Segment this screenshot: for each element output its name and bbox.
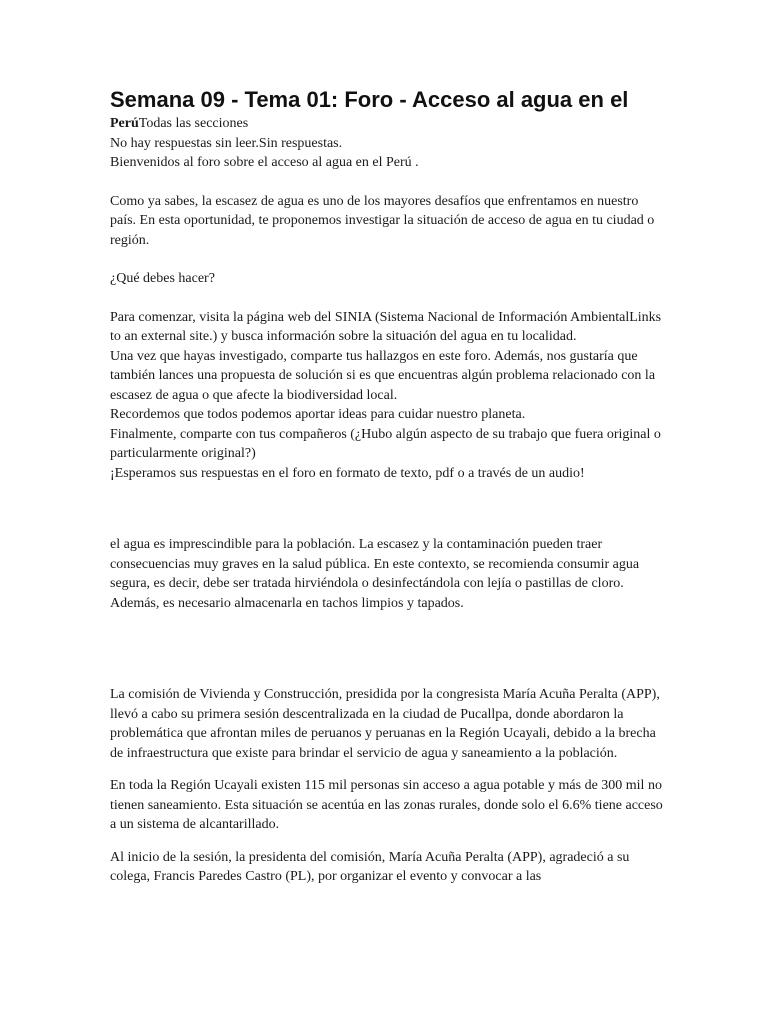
paragraph-sinia: Para comenzar, visita la página web del SINIA (Sistema Nacional de Información AmbientalLinks to an external site.) y busca información sobre la situación del agua en tu localidad. xyxy=(110,309,662,344)
paragraph-commission: La comisión de Vivienda y Construcción, presidida por la congresista María Acuña Peralta (APP), llevó a cabo su primera sesión descentralizada en la ciudad de Pucallpa, donde abordaron la problemática que afrontan miles de peruanos y peruanas en la Región Ucayali, debido a la brecha de infraestructura que existe para brindar el servicio de agua y saneamiento a la población. xyxy=(110,687,660,761)
paragraph-intro: Como ya sabes, la escasez de agua es uno de los mayores desafíos que enfrentamos en nuestro país. En esta oportunidad, te proponemos investigar la situación de acceso de agua en tu ciudad o región. xyxy=(110,193,655,248)
paragraph-share: Finalmente, comparte con tus compañeros (¿Hubo algún aspecto de su trabajo que fuera original o particularmente original?) xyxy=(110,426,661,461)
paragraph-water-essential: el agua es imprescindible para la población. La escasez y la contaminación pueden traer consecuencias muy graves en la salud pública. En este contexto, se recomienda consumir agua segura, es decir, debe ser tratada hirviéndola o desinfectándola con lejía o pastillas de cloro. Además, es necesario almacenarla en tachos limpios y tapados. xyxy=(110,537,640,611)
title-tail: Perú xyxy=(110,116,139,131)
document-content xyxy=(110,86,666,887)
paragraph-findings: Una vez que hayas investigado, comparte tus hallazgos en este foro. Además, nos gustaría que también lances una propuesta de solución si es que encuentras algún problema relacionado con la escasez de agua o que afecte la biodiversidad local. xyxy=(110,348,656,403)
paragraph-session-start: Al inicio de la sesión, la presidenta del comisión, María Acuña Peralta (APP), agradeció a su colega, Francis Paredes Castro (PL), por organizar el evento y convocar a las xyxy=(110,849,630,884)
welcome-text: Bienvenidos al foro sobre el acceso al agua en el Perú . xyxy=(110,155,419,170)
title-continuation xyxy=(110,114,666,134)
paragraph-ucayali-stats: En toda la Región Ucayali existen 115 mil personas sin acceso a agua potable y más de 300 mil no tienen saneamiento. Esta situación se acentúa en las zonas rurales, donde solo el 6.6% tiene acceso a un sistema de alcantarillado. xyxy=(110,778,663,832)
sections-link[interactable]: Todas las secciones xyxy=(138,116,249,131)
page-title: Semana 09 - Tema 01: Foro - Acceso al agua en el xyxy=(110,87,629,112)
question-heading: ¿Qué debes hacer? xyxy=(110,271,215,286)
paragraph-remember: Recordemos que todos podemos aportar ideas para cuidar nuestro planeta. xyxy=(110,407,526,422)
paragraph-expect: ¡Esperamos sus respuestas en el foro en formato de texto, pdf o a través de un audio! xyxy=(110,465,585,481)
forum-status: No hay respuestas sin leer.Sin respuestas. xyxy=(110,135,343,151)
